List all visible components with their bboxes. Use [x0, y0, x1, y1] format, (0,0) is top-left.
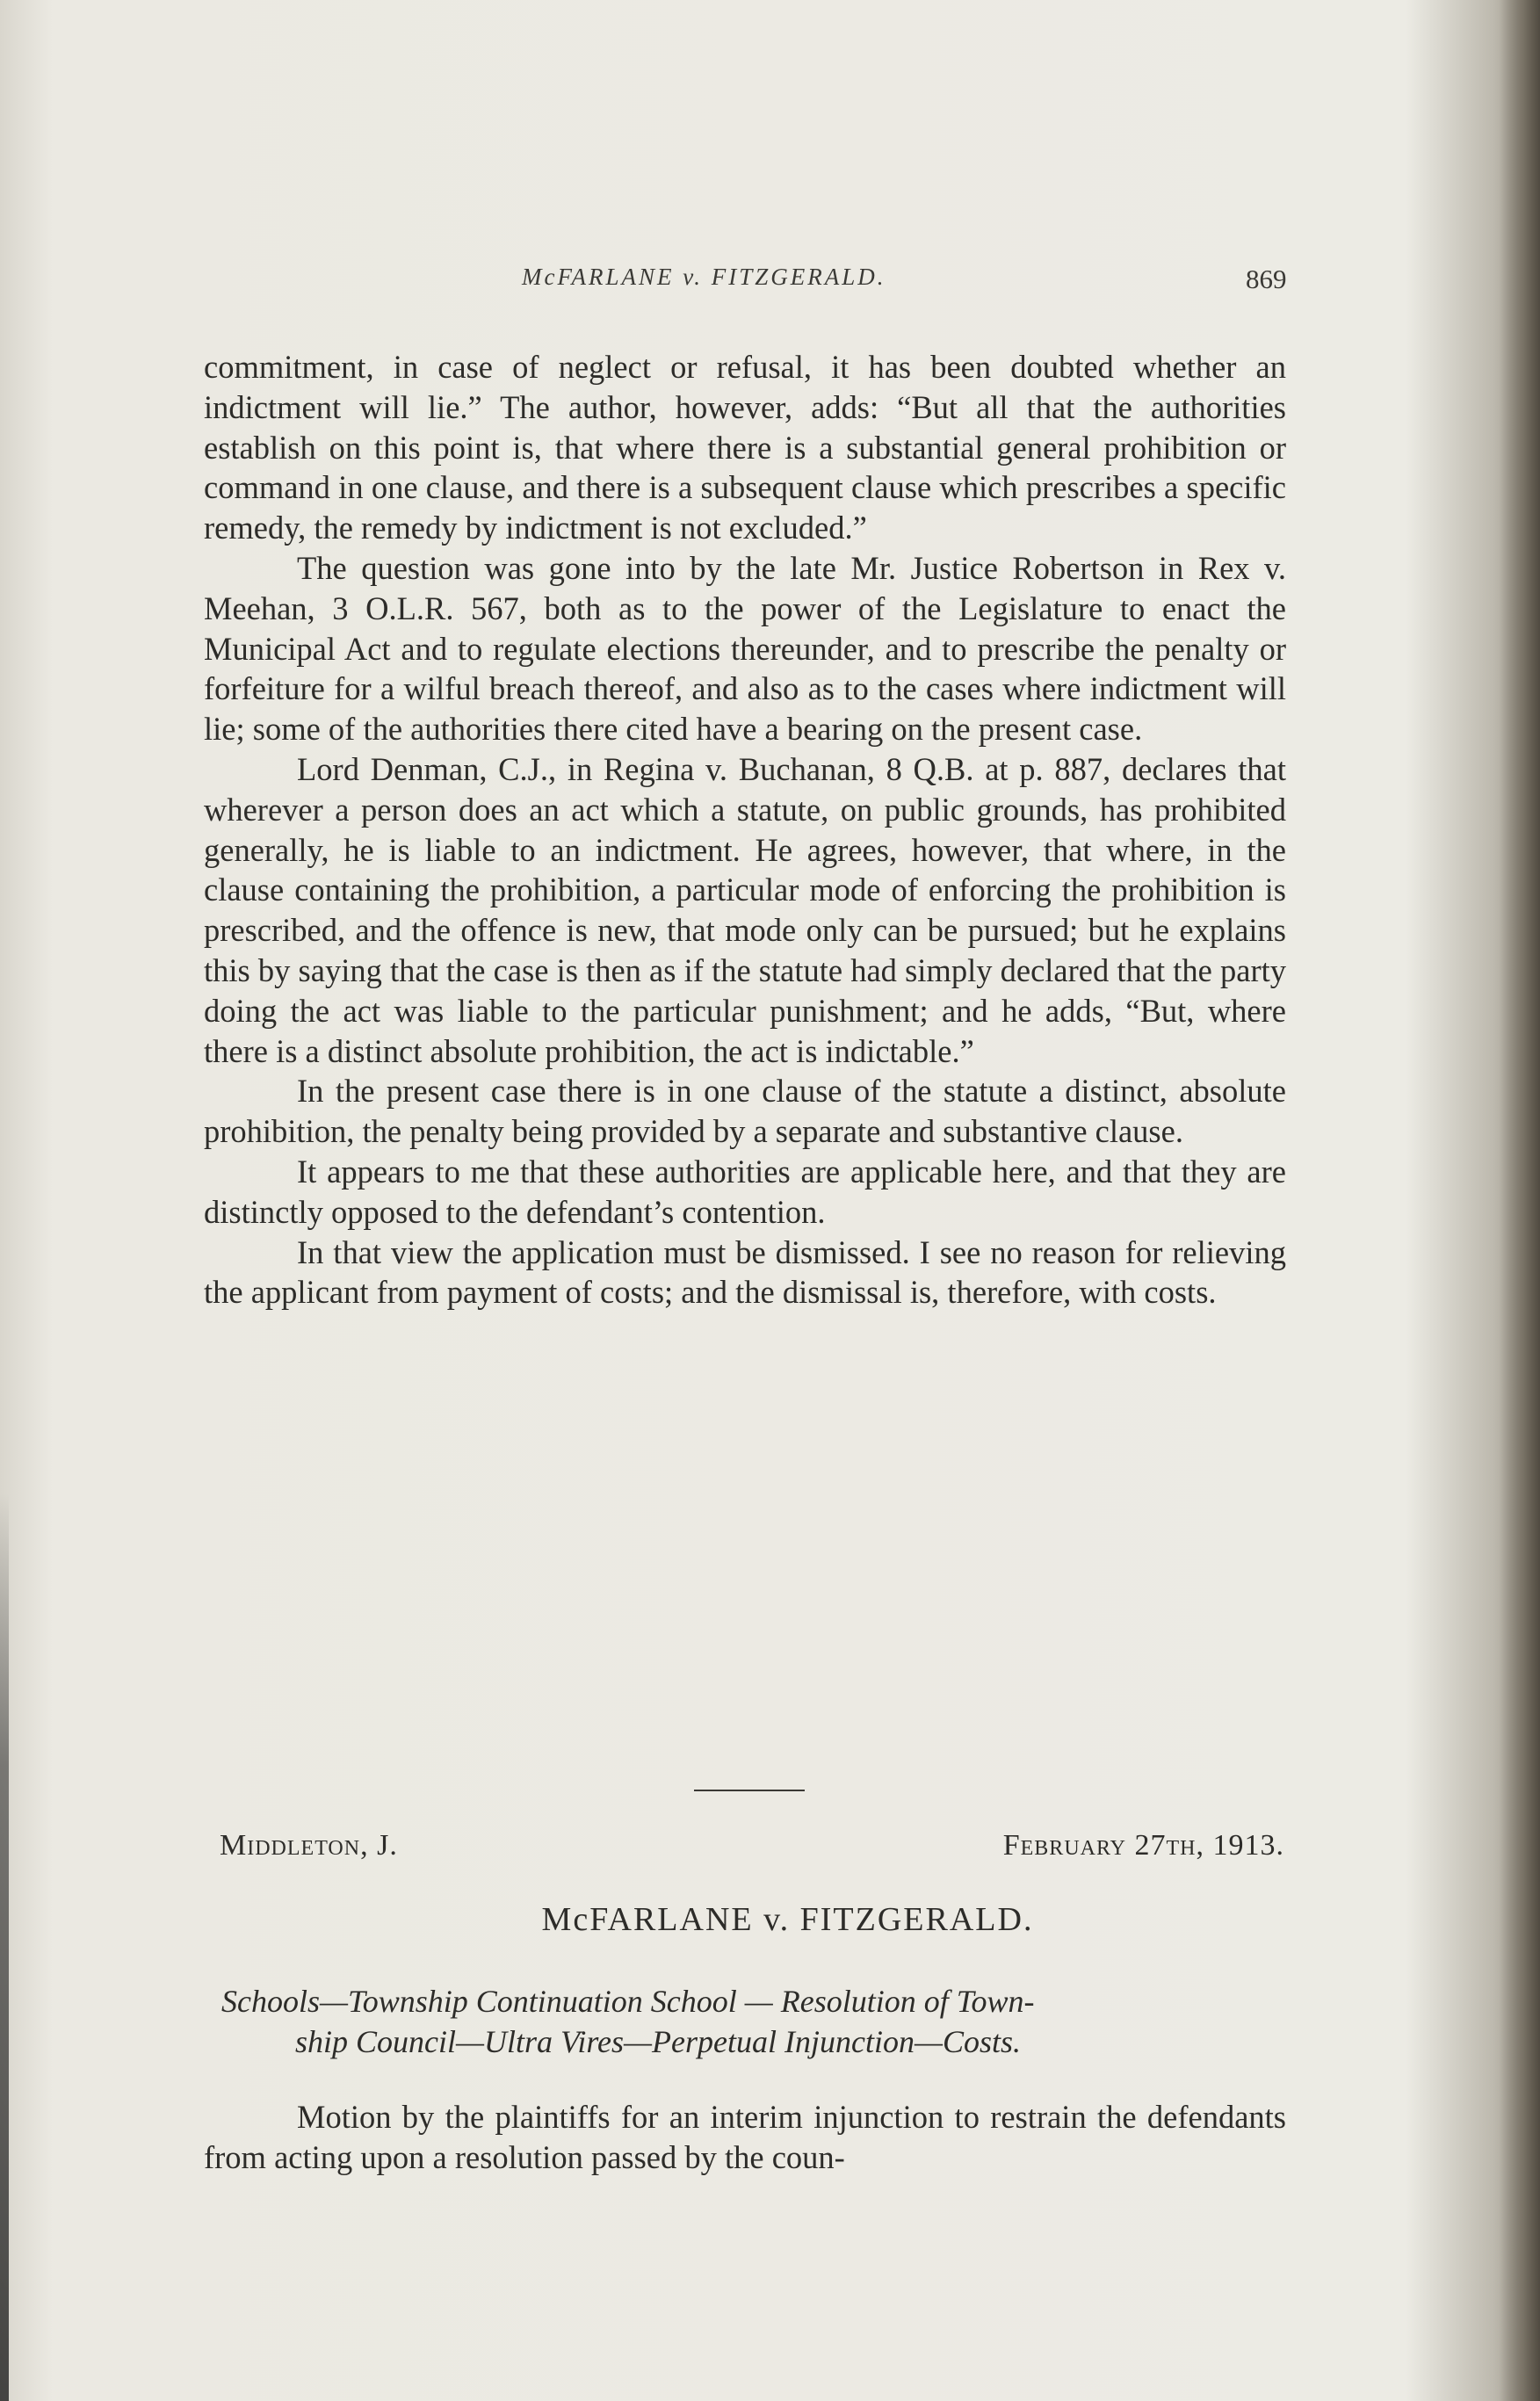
- headnote: [221, 1981, 1284, 2062]
- paragraph-4: In the present case there is in one clause of the statute a distinct, absolute prohibition, the penalty being provided by a separate and substantive clause.: [204, 1073, 1286, 1150]
- page-number: 869: [1246, 264, 1287, 294]
- paragraph-6: In that view the application must be dismissed. I see no reason for relieving the applicant from payment of costs; and the dismissal is, therefore, with costs.: [204, 1233, 1286, 1311]
- page-edge-shadow: [1500, 0, 1540, 2401]
- case-title: McFARLANE v. FITZGERALD.: [541, 1901, 1034, 1938]
- paragraph-5: It appears to me that these authorities are applicable here, and that they are distinctly opposed to the defendant’s contention.: [204, 1153, 1286, 1230]
- judgment-date: February 27th, 1913.: [1002, 1829, 1284, 1862]
- book-gutter-shadow: [0, 1493, 9, 2401]
- judge-name: Middleton, J.: [220, 1829, 398, 1862]
- body-text: [204, 347, 1286, 1313]
- section-divider: [694, 1790, 805, 1791]
- motion-paragraph: Motion by the plaintiffs for an interim injunction to restrain the defendants from acting upon a resolution passed by the coun-: [204, 2099, 1286, 2175]
- motion-text-block: [204, 2097, 1286, 2178]
- running-head: McFARLANE v. FITZGERALD.: [522, 264, 886, 290]
- paragraph-1: commitment, in case of neglect or refusal, it has been doubted whether an indictment will lie.” The author, however, adds: “But all that the authorities establish on this point is, that where there is a substantial general prohibition or command in one clause, and there is a subsequent clause which prescribes a specific remedy, the remedy by indictment is not excluded.”: [204, 349, 1286, 546]
- paragraph-3: Lord Denman, C.J., in Regina v. Buchanan, 8 Q.B. at p. 887, declares that wherever a person does an act which a statute, on public grounds, has prohibited generally, he is liable to an indictment. He agrees, however, that where, in the clause containing the prohibition, a particular mode of enforcing the prohibition is prescribed, and the offence is new, that mode only can be pursued; but he explains this by saying that the case is then as if the statute had simply declared that the party doing the act was liable to the particular punishment; and he adds, “But, where there is a distinct absolute prohibition, the act is indictable.”: [204, 750, 1286, 1069]
- headnote-line-1: Schools—Township Continuation School — Resolution of Town-: [221, 1984, 1035, 2019]
- headnote-line-2: ship Council—Ultra Vires—Perpetual Injunction—Costs.: [295, 2024, 1021, 2059]
- paragraph-2: The question was gone into by the late Mr. Justice Robertson in Rex v. Meehan, 3 O.L.R. 567, both as to the power of the Legislature to enact the Municipal Act and to regulate elections thereunder, and to prescribe the penalty or forfeiture for a wilful breach thereof, and also as to the cases where indictment will lie; some of the authorities there cited have a bearing on the present case.: [204, 549, 1286, 748]
